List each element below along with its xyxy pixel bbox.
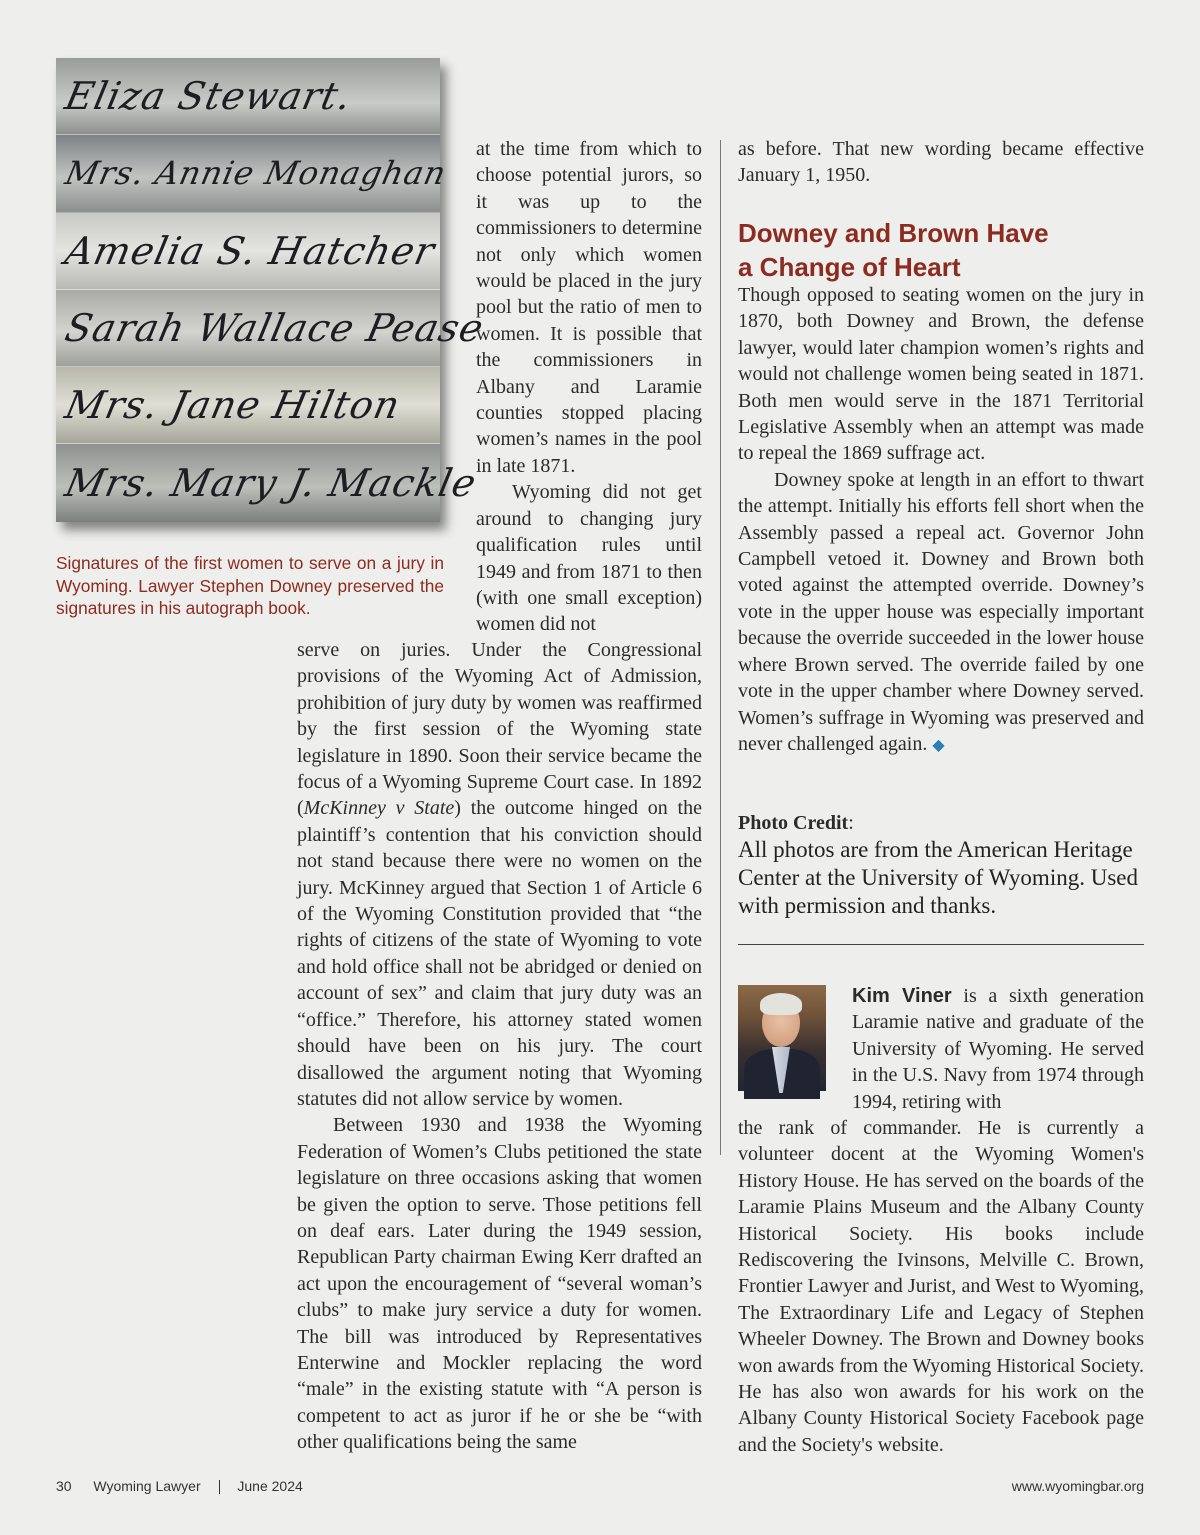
column-2-body [738,282,1144,759]
bio-paragraph: the rank of commander. He is currently a volunteer docent at the Wyoming Women's History House. He has served on the boards of the Laramie Plains Museum and the Albany County Historical Society. His books include Rediscovering the Ivinsons, Melville C. Brown, Frontier Lawyer and Jurist, and West to Wyoming, The Extraordinary Life and Legacy of Stephen Wheeler Downey. The Brown and Downey books won awards from the Wyoming Historical Society. He has also won awards for his work on the Albany County Historical Society Facebook page and the Society's website. [738,1117,1144,1456]
signature-strip: Sarah Wallace Pease [56,290,440,367]
column-1-lower [297,637,702,1456]
paragraph: serve on juries. Under the Congressional provisions of the Wyoming Act of Admission, prohibition of jury duty by women was reaffirmed by the first session of the Wyoming state legislature in 1890. Soon their service became the focus of a Wyoming Supreme Court case. In 1892 (McKinney v State) the outcome hinged on the plaintiff’s contention that his conviction should not stand because there were no women on the jury. McKinney argued that Section 1 of Article 6 of the Wyoming Constitution provided that “the rights of citizens of the state of Wyoming to vote and hold office shall not be abridged or denied on account of sex” and claim that jury duty was an “office.” Therefore, his attorney stated women should have been on his jury. The court disallowed the argument noting that Wyoming statutes did not allow service by women. [297,639,702,1110]
photo-credit-label: Photo Credit: [738,812,854,834]
bio-top [852,983,1144,1115]
bio-divider [738,944,1144,945]
footer-website[interactable]: www.wyomingbar.org [1011,1478,1144,1494]
paragraph: Downey spoke at length in an effort to thwart the attempt. Initially his efforts fell short when the Assembly passed a repeal act. Governor John Campbell vetoed it. Downey and Brown both voted against the attempted override. Downey’s vote in the upper house was especially important because the override succeeded in the lower house where Brown served. The override failed by one vote in the upper chamber where Downey served. Women’s suffrage in Wyoming was preserved and never challenged again. ◆ [738,468,1144,755]
publication-name: Wyoming Lawyer [93,1478,201,1494]
signature-strip: Eliza Stewart. [56,58,440,135]
signature-strip: Amelia S. Hatcher [56,213,440,290]
section-heading: Downey and Brown Have a Change of Heart [738,218,1049,282]
author-photo [738,985,826,1091]
column-2-intro [738,136,1144,189]
photo-credit-text: All photos are from the American Heritage Center at the University of Wyoming. Used with permission and thanks. [738,837,1138,918]
author-name: Kim Viner [852,985,952,1007]
page-number: 30 [56,1478,72,1494]
paragraph: at the time from which to choose potential jurors, so it was up to the commissioners to determine not only which women would be placed in the jury pool but the ratio of men to women. It is possible that the commissioners in Albany and Laramie counties stopped placing women’s names in the pool in late 1871. [476,138,702,477]
end-mark-icon: ◆ [932,736,945,754]
signatures-photo [56,58,488,522]
issue-date: June 2024 [237,1478,303,1494]
figure-caption: Signatures of the first women to serve on a jury in Wyoming. Lawyer Stephen Downey preserved the signatures in his autograph book. [56,553,444,618]
paragraph: Between 1930 and 1938 the Wyoming Federation of Women’s Clubs petitioned the state legislature on three occasions asking that women be given the option to serve. Those petitions fell on deaf ears. Later during the 1949 session, Republican Party chairman Ewing Kerr drafted an act upon the encouragement of “several woman’s clubs” to make jury service a duty for women. The bill was introduced by Representatives Enterwine and Mockler replacing the word “male” in the existing statute with “A person is competent to act as juror if he or she be “with other qualifications being the same [297,1114,702,1454]
signature-strip: Mrs. Jane Hilton [56,367,440,444]
signature-strip: Mrs. Mary J. Mackle [56,444,440,521]
paragraph: as before. That new wording became effective January 1, 1950. [738,138,1144,187]
case-name: McKinney v State [303,797,455,820]
footer-left [56,1478,303,1494]
column-1-upper [476,136,702,638]
signature-strip: Mrs. Annie Monaghan [56,135,440,212]
bio-bottom [738,1115,1144,1458]
footer-separator [219,1480,220,1494]
bio-paragraph: Kim Viner is a sixth generation Laramie native and graduate of the University of Wyoming. He served in the U.S. Navy from 1974 through 1994, retiring with [852,985,1144,1113]
paragraph: Though opposed to seating women on the jury in 1870, both Downey and Brown, the defense lawyer, would later champion women’s rights and would not challenge women being seated in 1871. Both men would serve in the 1871 Territorial Legislative Assembly when an attempt was made to repeal the 1869 suffrage act. [738,284,1144,465]
paragraph: Wyoming did not get around to changing jury qualification rules until 1949 and from 1871 to then (with one small exception) women did not [476,481,702,636]
column-divider [720,140,721,1155]
